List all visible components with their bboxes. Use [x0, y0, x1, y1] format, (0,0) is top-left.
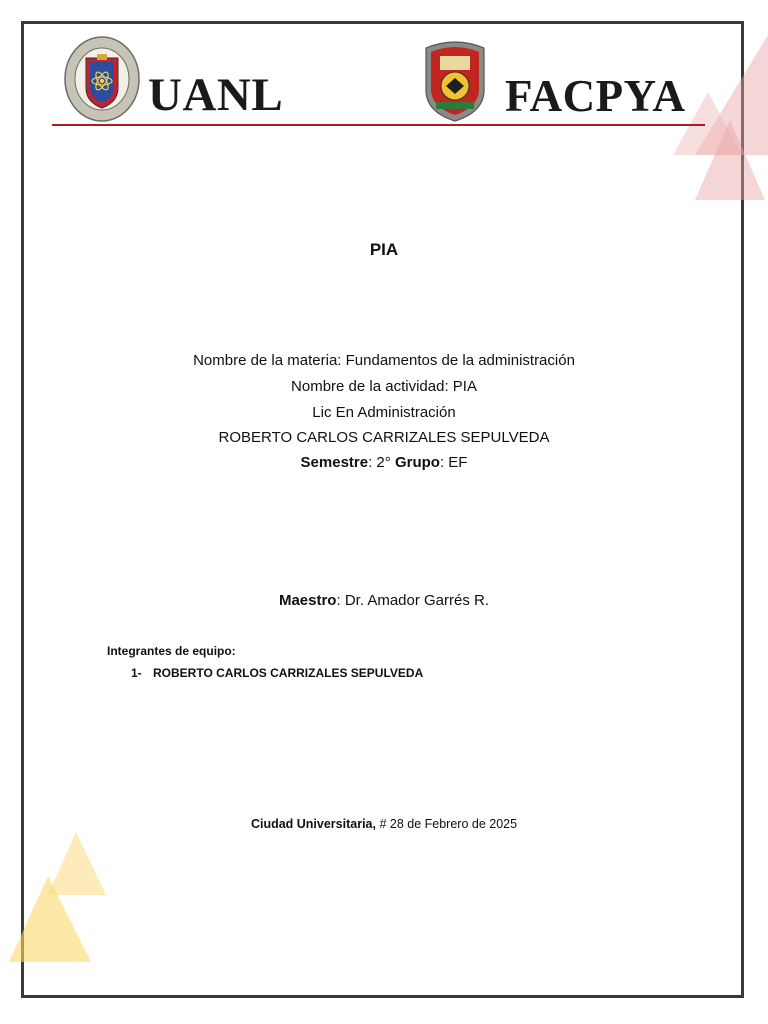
materia-line: Nombre de la materia: Fundamentos de la administración: [193, 352, 575, 369]
alumno-line: ROBERTO CARLOS CARRIZALES SEPULVEDA: [218, 429, 550, 446]
integrante-item: [131, 666, 423, 680]
semestre-grupo-line: [0, 454, 768, 471]
lugar-label: Ciudad Universitaria,: [250, 817, 376, 831]
grupo-value: : EF: [439, 454, 468, 471]
carrera-line: Lic En Administración: [312, 404, 456, 421]
maestro-label: Maestro: [278, 592, 337, 609]
facpya-wordmark: FACPYA: [505, 71, 686, 121]
document-title: PIA: [369, 240, 399, 259]
semestre-label: Semestre: [300, 454, 369, 471]
integrantes-heading: Integrantes de equipo:: [107, 644, 236, 658]
integrante-name: ROBERTO CARLOS CARRIZALES SEPULVEDA: [153, 666, 424, 680]
grupo-label: Grupo: [394, 454, 440, 471]
place-date-line: [0, 817, 768, 831]
maestro-value: : Dr. Amador Garrés R.: [336, 592, 490, 609]
uanl-wordmark: UANL: [148, 69, 284, 121]
fecha-value: # 28 de Febrero de 2025: [375, 817, 518, 831]
uanl-seal-logo: [64, 36, 140, 122]
semestre-value: : 2°: [368, 454, 395, 471]
page-border: [21, 21, 744, 998]
header-rule: [52, 124, 705, 126]
facpya-seal-logo: [422, 38, 488, 122]
integrante-number: 1-: [131, 666, 142, 680]
actividad-line: Nombre de la actividad: PIA: [291, 378, 477, 395]
maestro-line: [0, 592, 768, 609]
